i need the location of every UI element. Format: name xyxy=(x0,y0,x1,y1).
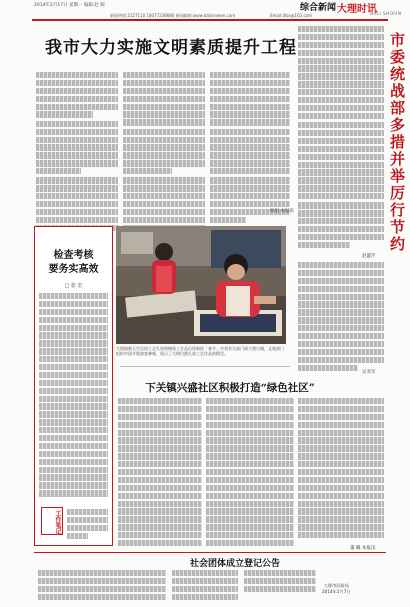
article-column-1 xyxy=(36,72,118,233)
sub-headline: 下关镇兴盛社区积极打造“绿色社区” xyxy=(145,382,315,394)
notice-text-mid xyxy=(172,570,238,602)
photo-artisans-image xyxy=(116,226,286,344)
sub-article-byline: 董 曦 本报讯 xyxy=(350,546,376,551)
notice-text-right xyxy=(244,570,316,594)
news-photo xyxy=(116,226,286,344)
commentary-text xyxy=(39,293,108,498)
right-byline-top: 赵蕙芹 xyxy=(362,254,376,259)
notice-title: 社会团体成立登记公告 xyxy=(189,559,280,569)
brand-english: DALI SHIXUN xyxy=(370,11,402,16)
hotline-info: 新闻热线:2127110 18077238880 新闻邮箱:www.dalixinwen.com xyxy=(110,13,236,18)
article-byline: 杨旭 本报讯 xyxy=(270,209,294,214)
section-title: 综合新闻 xyxy=(300,3,337,13)
right-article-top xyxy=(298,26,384,250)
date-line: 2014年2月17日 星期一 编辑:赵 版 xyxy=(34,3,105,8)
article-column-2 xyxy=(123,72,205,233)
commentary-author: □ 张 宏 xyxy=(64,283,83,289)
notice-text-left xyxy=(38,570,166,602)
brand-logo: 大理时讯 xyxy=(337,4,377,15)
commentary-title: 检查考核 要务实高效 xyxy=(48,250,99,275)
vertical-headline: 市委统战部多措并举厉行节约 xyxy=(388,32,406,253)
article-column-3 xyxy=(210,72,290,225)
email-info: Email:dlsx@163.com xyxy=(270,13,312,18)
notice-signature: 大理市民政局 2014年1月7日 xyxy=(322,583,351,594)
masthead-rule xyxy=(32,19,388,21)
commentary-box xyxy=(34,226,113,546)
sub-article-column-3 xyxy=(298,398,384,540)
sub-article-column-2 xyxy=(206,398,294,548)
photo-caption: 大理镇新玉生民间工艺扎染和蜡染工艺品出现新的「春节」市省有关部门到大理古城，文旅部门组织中国多地游客参观，展示了大理白族扎染工艺作品的精美。 xyxy=(116,346,284,357)
commentary-text-end xyxy=(67,509,108,541)
main-headline: 我市大力实施文明素质提升工程 xyxy=(45,38,297,58)
right-byline-mid: 吴亚军 xyxy=(362,370,376,375)
photo-divider xyxy=(120,366,290,367)
column-stamp-logo: 工作笔记 xyxy=(41,507,63,535)
right-article-bottom xyxy=(298,262,384,372)
sub-article-column-1 xyxy=(118,398,202,548)
